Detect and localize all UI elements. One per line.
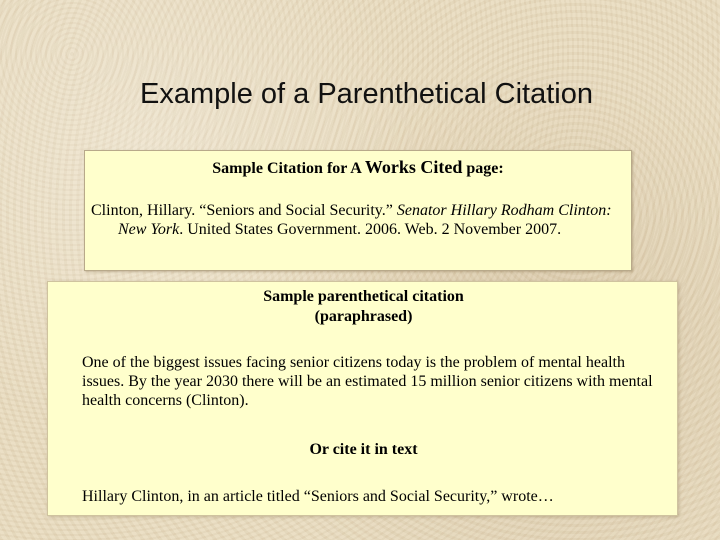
parenthetical-heading-line1: Sample parenthetical citation: [263, 288, 464, 305]
works-cited-entry: [91, 201, 631, 239]
citation-publication-details: . United States Government. 2006. Web. 2 November 2007.: [179, 221, 562, 238]
parenthetical-heading: [48, 287, 679, 327]
cite-in-text-heading: Or cite it in text: [309, 441, 418, 458]
in-text-example-paragraph: Hillary Clinton, in an article titled “Seniors and Social Security,” wrote…: [82, 488, 554, 505]
paraphrased-example-paragraph: One of the biggest issues facing senior citizens today is the problem of mental health issues. By the year 2030 there will be an estimated 15 million senior citizens with mental health concerns (Clinton).: [82, 354, 653, 409]
works-cited-heading-part1: Sample Citation for A: [212, 160, 365, 177]
works-cited-heading-part2: page:: [462, 160, 504, 177]
parenthetical-citation-box: [47, 281, 678, 516]
works-cited-box: [84, 150, 632, 271]
works-cited-heading: [85, 157, 631, 179]
slide-title: Example of a Parenthetical Citation: [140, 78, 593, 110]
citation-author-title: Clinton, Hillary. “Seniors and Social Security.”: [91, 202, 397, 219]
citation-site-name: Senator Hillary Rodham Clinton: New York: [118, 202, 612, 238]
works-cited-heading-emphasis: Works Cited: [364, 157, 463, 177]
parenthetical-heading-line2: (paraphrased): [314, 308, 413, 325]
